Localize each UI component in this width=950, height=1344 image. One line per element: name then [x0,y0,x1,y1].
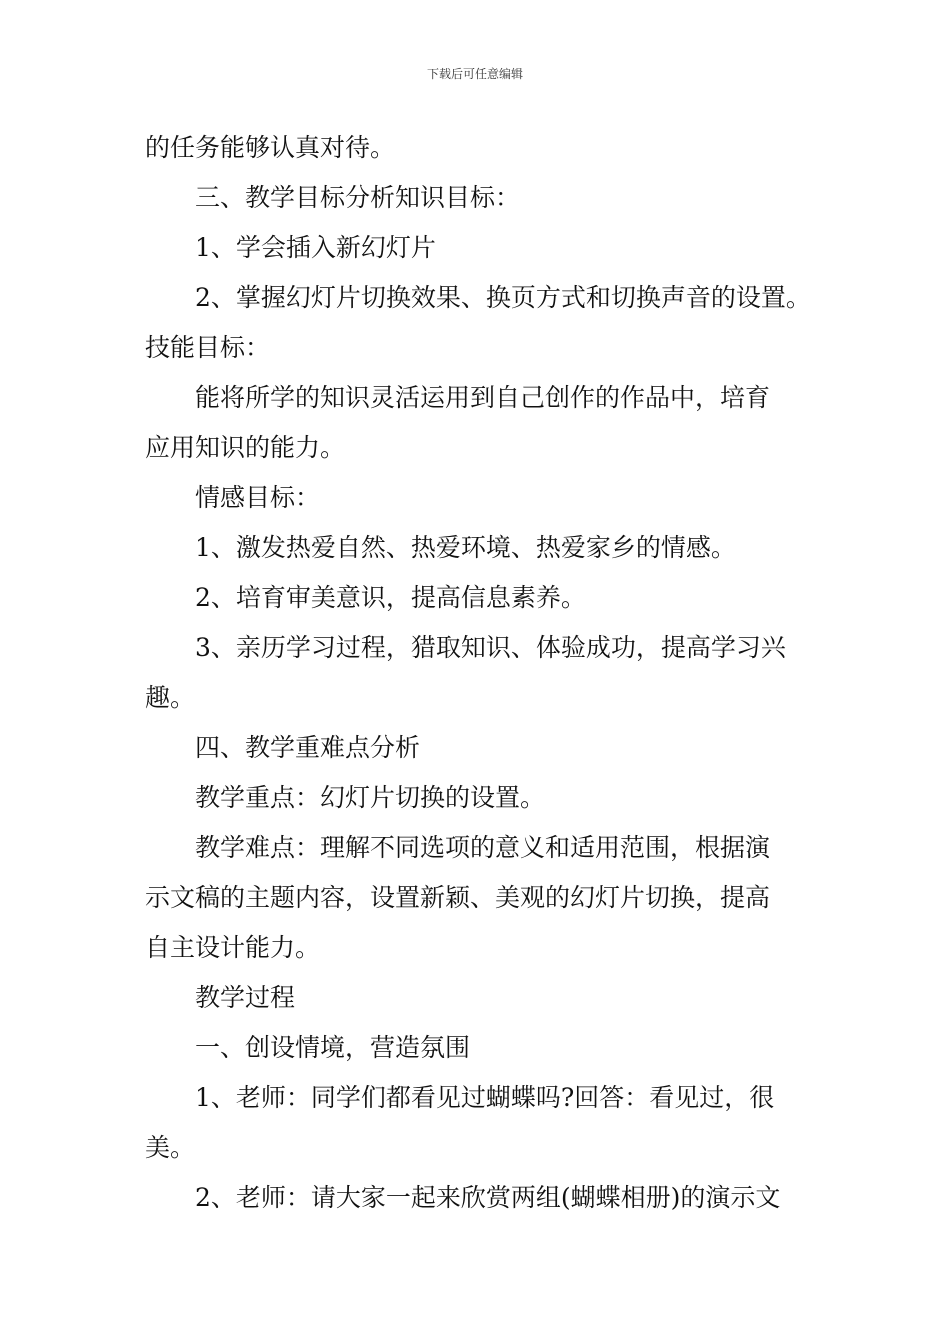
text-line: 1、学会插入新幻灯片 [195,233,436,262]
text-line: 示文稿的主题内容，设置新颖、美观的幻灯片切换，提高 [145,883,771,912]
text-line: 技能目标： [145,333,271,362]
text-line: 教学难点：理解不同选项的意义和适用范围，根据演 [195,833,771,862]
text-line: 趣。 [145,683,196,712]
text-line: 1、老师：同学们都看见过蝴蝶吗?回答：看见过，很 [195,1083,775,1112]
text-line: 能将所学的知识灵活运用到自己创作的作品中，培育 [195,383,771,412]
text-line: 教学重点：幻灯片切换的设置。 [195,783,546,812]
text-line: 自主设计能力。 [145,933,321,962]
page-header: 下载后可任意编辑 [426,67,523,81]
text-line: 美。 [145,1133,196,1162]
text-line: 2、培育审美意识，提高信息素养。 [195,583,586,612]
text-line: 应用知识的能力。 [145,433,346,462]
text-line: 情感目标： [195,483,321,512]
text-line: 1、激发热爱自然、热爱环境、热爱家乡的情感。 [195,533,736,562]
text-line: 3、亲历学习过程，猎取知识、体验成功，提高学习兴 [195,633,786,662]
text-line: 一、创设情境，营造氛围 [195,1033,471,1062]
text-line: 教学过程 [195,983,296,1012]
text-line: 2、掌握幻灯片切换效果、换页方式和切换声音的设置。 [195,283,811,312]
text-line: 三、教学目标分析知识目标： [195,183,521,212]
text-line: 四、教学重难点分析 [195,733,421,762]
text-line: 2、老师：请大家一起来欣赏两组(蝴蝶相册)的演示文 [195,1183,781,1212]
document-body [145,123,825,1223]
text-line: 的任务能够认真对待。 [145,133,396,162]
